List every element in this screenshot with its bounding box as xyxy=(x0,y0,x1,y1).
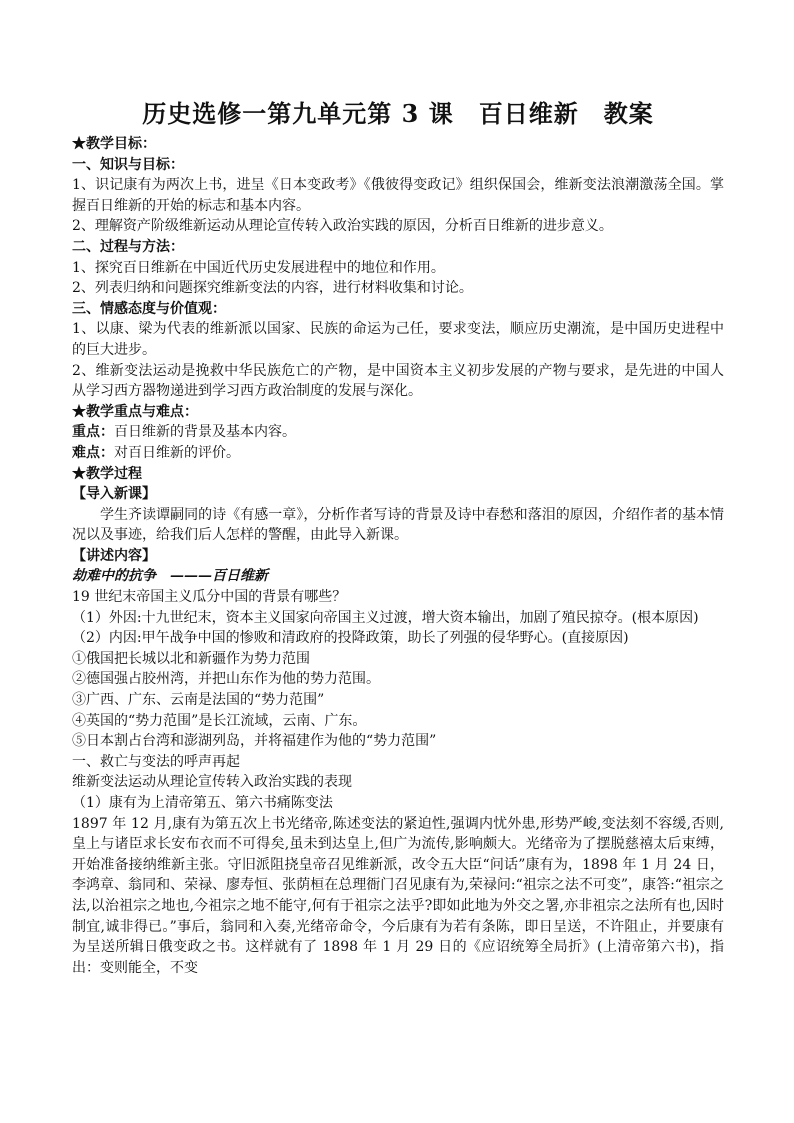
body-paragraph: ②德国强占胶州湾，并把山东作为他的势力范围。 xyxy=(72,671,380,688)
body-paragraph: 难点：对百日维新的评价。 xyxy=(72,444,240,461)
body-paragraph: 2、维新变法运动是挽救中华民族危亡的产物，是中国资本主义初步发展的产物与要求，是先进的中国人从学习西方器物递进到学习西方政治制度的发展与深化。 xyxy=(72,362,724,400)
section-heading: 【导入新课】 xyxy=(72,486,156,503)
body-paragraph: ⑤日本割占台湾和澎湖列岛，并将福建作为他的“势力范围” xyxy=(72,733,437,750)
section-heading: ★教学重点与难点： xyxy=(72,403,198,420)
body-paragraph: 学生齐读谭嗣同的诗《有感一章》，分析作者写诗的背景及诗中春愁和落泪的原因，介绍作者的基本情况以及事迹，给我们后人怎样的警醒，由此导入新课。 xyxy=(72,506,724,544)
body-paragraph: （2）内因:甲午战争中国的惨败和清政府的投降政策，助长了列强的侵华野心。(直接原因) xyxy=(72,630,629,647)
section-heading: ★教学目标： xyxy=(72,136,156,152)
body-paragraph: 1、识记康有为两次上书，进呈《日本变政考》《俄彼得变政记》组织保国会，维新变法浪潮激荡全国。掌握百日维新的开始的标志和基本内容。 xyxy=(72,177,724,214)
label-lead: 重点： xyxy=(72,424,114,441)
section-heading: 一、知识与目标： xyxy=(72,156,184,173)
body-paragraph: 1、探究百日维新在中国近代历史发展进程中的地位和作用。 xyxy=(72,259,445,276)
document-body xyxy=(72,134,724,978)
body-paragraph: 维新变法运动从理论宣传转入政治实践的表现 xyxy=(72,774,352,791)
section-heading: 三、情感态度与价值观： xyxy=(72,300,226,317)
body-paragraph: ④英国的“势力范围”是长江流域，云南、广东。 xyxy=(72,712,367,729)
body-paragraph: 一、救亡与变法的呼声再起 xyxy=(72,753,240,770)
section-heading: ★教学过程 xyxy=(72,465,142,482)
label-lead: 难点： xyxy=(72,444,114,461)
body-paragraph: （1）外因:十九世纪末，资本主义国家向帝国主义过渡，增大资本输出，加剧了殖民掠夺。(根本原因) xyxy=(72,609,699,626)
section-heading: 【讲述内容】 xyxy=(72,547,156,564)
body-paragraph: 2、列表归纳和问题探究维新变法的内容，进行材料收集和讨论。 xyxy=(72,280,473,297)
body-paragraph: 1、以康、梁为代表的维新派以国家、民族的命运为己任，要求变法，顺应历史潮流，是中国历史进程中的巨大进步。 xyxy=(72,321,724,358)
body-paragraph: 重点：百日维新的背景及基本内容。 xyxy=(72,424,296,441)
section-heading: 二、过程与方法： xyxy=(72,238,184,255)
body-paragraph: 19 世纪末帝国主义瓜分中国的背景有哪些？ xyxy=(72,589,347,606)
body-paragraph: 2、理解资产阶级维新运动从理论宣传转入政治实践的原因，分析百日维新的进步意义。 xyxy=(72,218,613,235)
body-paragraph: ①俄国把长城以北和新疆作为势力范围 xyxy=(72,650,310,667)
topic-heading: 劫难中的抗争 ———百日维新 xyxy=(72,568,268,585)
page-title: 历史选修一第九单元第 3 课 百日维新 教案 xyxy=(142,99,654,128)
lesson-plan-page xyxy=(72,96,724,978)
body-paragraph: ③广西、广东、云南是法国的“势力范围” xyxy=(72,692,325,709)
body-paragraph: 1897 年 12 月,康有为第五次上书光绪帝,陈述变法的紧迫性,强调内忧外患,形势严峻,变法刻不容缓,否则,皇上与诸臣求长安布衣而不可得矣,虽未到达皇上,但广为流传,影响颇大。光绪帝为了摆脱慈禧太后束缚，开始准备接纳维新主张。守旧派阻挠皇帝召见维新派，改令五大臣“问话”康有为，1898 年 1 月 24 日，李鸿章、翁同和、荣禄、廖寿恒、张荫桓在总理衙门召见康有为,荣禄问:“祖宗之法不可变”，康答:“祖宗之法,以治祖宗之地也,今祖宗之地不能守,何有于祖宗之法乎?即如此地为外交之署,亦非祖宗之法所有也,因时制宜,诚非得已。”事后，翁同和入奏,光绪帝命令，今后康有为若有条陈，即日呈送，不许阻止，并要康有为呈送所辑日俄变政之书。这样就有了 1898 年 1 月 29 日的《应诏统筹全局折》(上清帝第六书)，指出：变则能全，不变 xyxy=(72,815,724,976)
body-paragraph: （1）康有为上清帝第五、第六书痛陈变法 xyxy=(72,795,333,811)
